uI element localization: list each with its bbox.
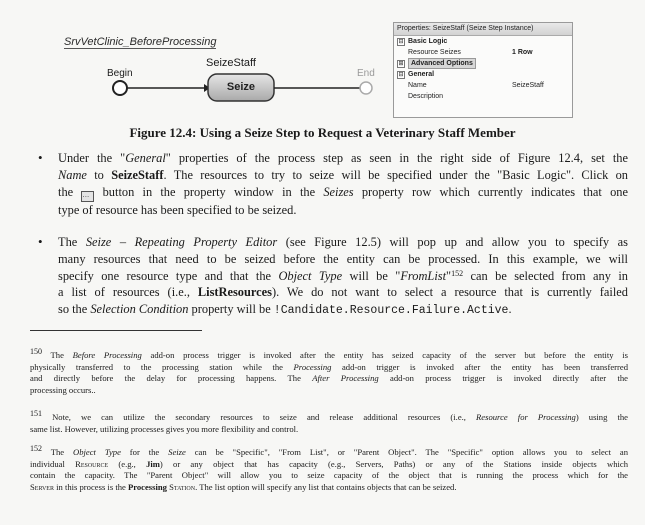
text-span: contain the capacity. The "Parent Object" will allow you to seize capacity of the object that is running the process which for the xyxy=(30,470,628,481)
text-span: property row which currently indicates that one xyxy=(353,184,628,199)
footnote-number: 152 xyxy=(30,444,42,453)
text-span: to xyxy=(86,167,112,182)
text-span: the xyxy=(58,184,82,199)
category-label: General xyxy=(408,71,435,78)
text-span: can be "Specific", "From List", or "Parent Object". The "Specific" option allows you to select an xyxy=(185,447,628,457)
bullet-paragraph-2 xyxy=(38,234,628,320)
text-em: Before Processing xyxy=(72,350,142,360)
text-strong: ListResources xyxy=(197,285,272,300)
expand-icon[interactable]: ⊞ xyxy=(398,61,404,67)
text-span: will be " xyxy=(342,268,401,283)
text-em: Resource for Processing xyxy=(476,412,576,422)
text-span: button in the property window in the xyxy=(94,184,324,199)
text-span: " properties of the process step as seen in the right side of Figure 12.4, set the xyxy=(165,151,628,165)
property-name: Resource Seizes xyxy=(408,49,461,56)
text-span: Under the " xyxy=(58,151,126,165)
bullet-paragraph-1 xyxy=(38,150,628,218)
text-span: can be selected from any in xyxy=(463,268,628,283)
text-em: Object Type xyxy=(73,447,121,457)
text-span: specify one resource type and that the xyxy=(58,268,279,283)
text-span: property will be xyxy=(188,302,274,317)
text-span: The xyxy=(42,447,74,457)
property-name: Description xyxy=(408,93,444,100)
category-basic-logic[interactable] xyxy=(394,36,572,47)
ellipsis-button-icon: … xyxy=(81,191,94,202)
text-span: ) using the xyxy=(575,412,629,422)
code-span: !Candidate.Resource.Failure.Active xyxy=(273,304,509,318)
properties-panel xyxy=(393,22,573,118)
text-span: in this process is the xyxy=(53,481,128,492)
text-span: a list of resources (i.e., xyxy=(58,285,198,300)
text-span: ) or any object that has capacity (e.g., Servers, Paths) or any of the Stations inside objects which xyxy=(159,458,628,469)
category-label: Basic Logic xyxy=(408,38,448,45)
footnote-150 xyxy=(30,347,629,396)
text-smallcaps: Resource xyxy=(75,458,109,469)
begin-label: Begin xyxy=(107,68,133,79)
text-span: . xyxy=(508,302,512,317)
text-span: type of resource has been specified to be seized. xyxy=(58,202,297,217)
footnote-152 xyxy=(30,444,628,493)
process-title: SrvVetClinic_BeforeProcessing xyxy=(64,36,217,48)
text-span: individual xyxy=(30,458,76,469)
text-span: (e.g., xyxy=(108,458,147,469)
text-span: for the xyxy=(120,447,169,457)
text-em: Seizes xyxy=(323,184,354,199)
property-value[interactable]: SeizeStaff xyxy=(512,82,544,89)
text-span: The xyxy=(42,350,73,360)
footnote-number: 151 xyxy=(30,409,42,418)
text-em: General xyxy=(125,151,166,165)
category-advanced-options[interactable] xyxy=(394,58,572,69)
collapse-icon[interactable]: ⊟ xyxy=(398,39,404,45)
text-span: " xyxy=(446,268,452,283)
property-name: Name xyxy=(408,82,427,89)
text-span: add-on process trigger is invoked directly after the xyxy=(378,373,629,384)
text-span: ). We do not want to select a resource that is currently failed xyxy=(271,285,628,300)
text-em: Name xyxy=(58,167,87,182)
figure-caption: Figure 12.4: Using a Seize Step to Request a Veterinary Staff Member xyxy=(129,125,516,140)
end-node[interactable] xyxy=(360,82,372,94)
step-name-label: SeizeStaff xyxy=(206,57,256,69)
text-span: add-on process trigger is invoked after the entity has seized capacity of the server but before the entity is xyxy=(141,350,628,360)
text-span: (see Figure 12.5) will pop up and allow you to specify as xyxy=(277,235,628,249)
footnote-number: 150 xyxy=(30,347,42,356)
text-em: After Processing xyxy=(312,373,379,384)
text-span: many resources that need to be seized before the entity can be processed. In this example, we will xyxy=(58,251,628,266)
footnote-151 xyxy=(30,409,629,435)
text-em: Selection Condition xyxy=(90,302,189,317)
text-strong: Jim xyxy=(146,458,160,469)
footnote-divider xyxy=(30,330,202,331)
property-row-resource-seizes[interactable] xyxy=(394,47,572,58)
text-em: Seize – Repeating Property Editor xyxy=(85,235,278,249)
property-row-description[interactable] xyxy=(394,91,572,102)
text-span: so the xyxy=(58,302,91,317)
text-em: Seize xyxy=(168,447,186,457)
text-span: physically transferred to the processing station while the xyxy=(30,361,294,372)
begin-node[interactable] xyxy=(113,81,127,95)
text-span: processing occurs.. xyxy=(30,384,96,395)
text-strong: SeizeStaff xyxy=(111,167,164,182)
text-smallcaps: Server xyxy=(30,481,54,492)
properties-panel-title: Properties: SeizeStaff (Seize Step Instance) xyxy=(394,23,572,36)
footnote-ref: 152 xyxy=(451,268,464,278)
text-em: Processing xyxy=(293,361,332,372)
end-label: End xyxy=(357,68,375,79)
property-value[interactable]: 1 Row xyxy=(512,49,533,56)
text-span: Note, we can utilize the secondary resources to seize and release additional resources (i.e., xyxy=(42,412,477,422)
category-general[interactable] xyxy=(394,69,572,80)
bullet-icon: • xyxy=(38,234,43,249)
text-span: The xyxy=(58,235,86,249)
text-em: Object Type xyxy=(278,268,343,283)
text-span: and directly before the delay for processing happens. The xyxy=(30,373,313,384)
text-span: add-on trigger is invoked after the entity has been transferred xyxy=(331,361,628,372)
text-smallcaps: Station xyxy=(169,481,196,492)
category-label: Advanced Options xyxy=(408,58,476,69)
collapse-icon[interactable]: ⊟ xyxy=(398,72,404,78)
text-strong: Processing xyxy=(127,481,167,492)
property-row-name[interactable] xyxy=(394,80,572,91)
seize-step-label: Seize xyxy=(226,81,256,93)
bullet-icon: • xyxy=(38,150,43,165)
text-em: FromList xyxy=(400,268,447,283)
text-span: . The list option will specify any list that contains objects that can be seized. xyxy=(195,481,457,492)
text-span: same list. However, utilizing processes gives you more flexibility and control. xyxy=(30,423,299,434)
text-span: . The resources to try to seize will be specified under the "Basic Logic". Click on xyxy=(163,167,628,182)
